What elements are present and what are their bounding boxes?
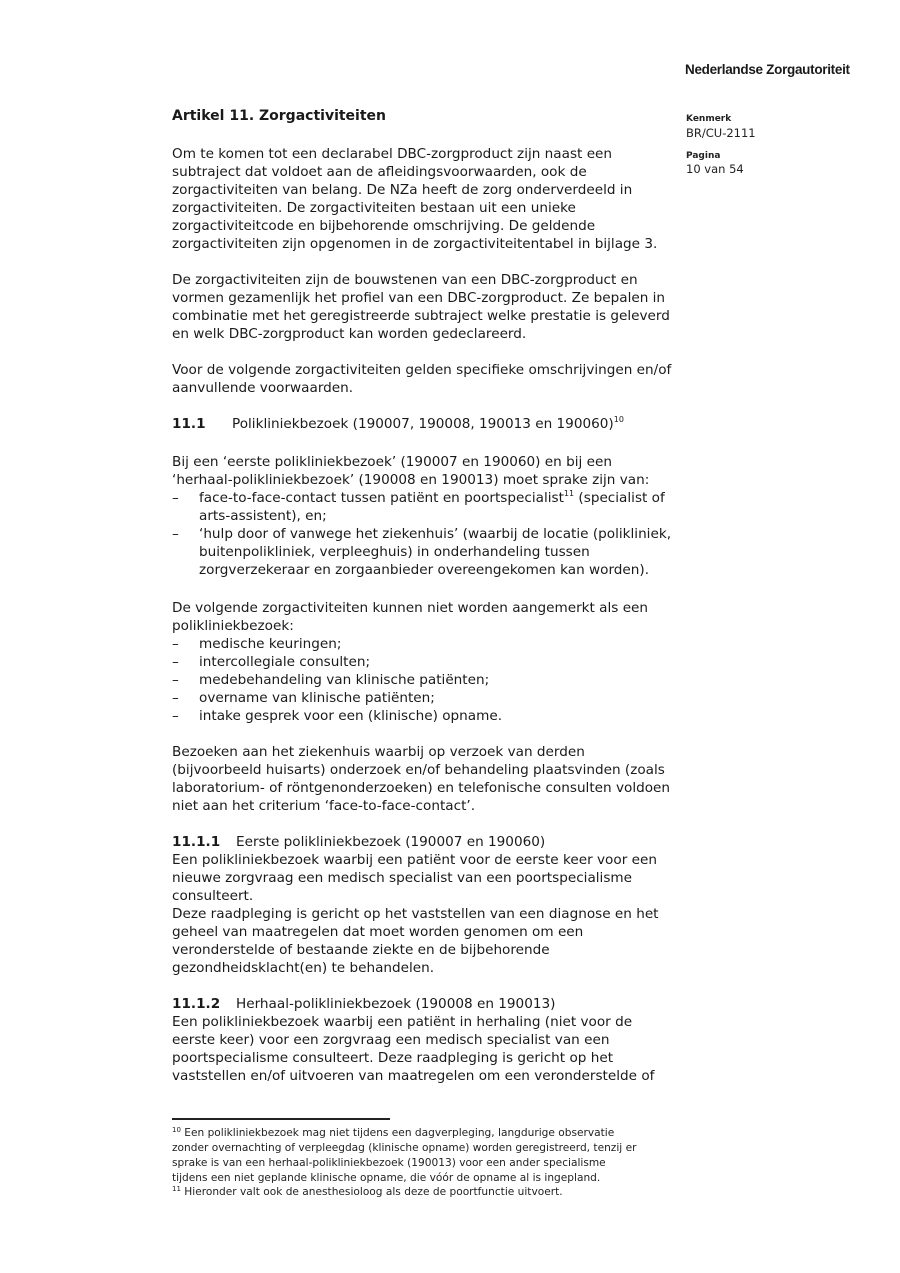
footnote-11 (172, 1186, 563, 1200)
section-heading-11-1-2 (172, 995, 555, 1013)
text-line: Een polikliniekbezoek waarbij een patiënt voor de eerste keer voor een (172, 852, 657, 868)
text-line: poortspecialisme consulteert. Deze raadpleging is gericht op het (172, 1050, 614, 1066)
list-item-text: face-to-face-contact tussen patiënt en poortspecialist (199, 490, 564, 506)
section-number: 11.1.1 (172, 834, 221, 850)
footnote-text: zonder overnachting of verpleegdag (klinische opname) worden geregistreerd, tenzij er (172, 1142, 637, 1154)
text-line: zorgactiviteiten zijn opgenomen in de zorgactiviteitentabel in bijlage 3. (172, 236, 658, 252)
text-line: en welk DBC-zorgproduct kan worden gedeclareerd. (172, 326, 527, 342)
list-item-text: arts-assistent), en; (199, 508, 327, 524)
text-line: polikliniekbezoek: (172, 618, 294, 634)
text-line: aanvullende voorwaarden. (172, 380, 354, 396)
text-line: vaststellen en/of uitvoeren van maatregelen om een veronderstelde of (172, 1068, 655, 1084)
text-line: vormen gezamenlijk het profiel van een DBC-zorgproduct. Ze bepalen in (172, 290, 666, 306)
section-number: 11.1.2 (172, 996, 221, 1012)
text-line: combinatie met het geregistreerde subtraject welke prestatie is geleverd (172, 308, 670, 324)
organization-name: Nederlandse Zorgautoriteit (685, 62, 850, 77)
footnote-number: 10 (172, 1126, 181, 1134)
bullet-dash: – (172, 526, 179, 542)
bullet-dash: – (172, 490, 179, 506)
kenmerk-label: Kenmerk (686, 114, 732, 124)
footnote-number: 11 (172, 1185, 181, 1193)
text-line: De zorgactiviteiten zijn de bouwstenen van een DBC-zorgproduct en (172, 272, 638, 288)
bullet-dash: – (172, 690, 179, 706)
list-item-text: (specialist of (574, 490, 665, 506)
bullet-dash: – (172, 654, 179, 670)
footnote-ref[interactable]: 11 (563, 489, 575, 498)
pagina-value: 10 van 54 (686, 162, 744, 176)
text-line: nieuwe zorgvraag een medisch specialist van een poortspecialisme (172, 870, 633, 886)
footnote-ref[interactable]: 10 (613, 415, 624, 424)
list-item-text: intercollegiale consulten; (199, 654, 371, 670)
text-line: consulteert. (172, 888, 254, 904)
text-line: Bezoeken aan het ziekenhuis waarbij op verzoek van derden (172, 744, 585, 760)
text-line: Bij een ‘eerste polikliniekbezoek’ (190007 en 190060) en bij een (172, 454, 612, 470)
list-item-text: medebehandeling van klinische patiënten; (199, 672, 490, 688)
section-number: 11.1 (172, 416, 206, 432)
footnote-text: tijdens een niet geplande klinische opname, die vóór de opname al is ingepland. (172, 1172, 601, 1184)
section-title: Herhaal-polikliniekbezoek (190008 en 190013) (236, 996, 556, 1012)
footnote-10 (172, 1127, 614, 1141)
list-item-text: intake gesprek voor een (klinische) opname. (199, 708, 503, 724)
footnote-text: Een polikliniekbezoek mag niet tijdens een dagverpleging, langdurige observatie (180, 1127, 615, 1139)
text-line: eerste keer) voor een zorgvraag een medisch specialist van een (172, 1032, 610, 1048)
section-heading-11-1-1 (172, 833, 545, 851)
bullet-dash: – (172, 636, 179, 652)
text-line: Deze raadpleging is gericht op het vaststellen van een diagnose en het (172, 906, 659, 922)
pagina-label: Pagina (686, 151, 721, 161)
text-line: De volgende zorgactiviteiten kunnen niet worden aangemerkt als een (172, 600, 649, 616)
text-line: veronderstelde of bestaande ziekte en de bijbehorende (172, 942, 550, 958)
section-heading-11-1 (172, 415, 624, 433)
bullet-dash: – (172, 672, 179, 688)
text-line: ‘herhaal-polikliniekbezoek’ (190008 en 190013) moet sprake zijn van: (172, 472, 650, 488)
list-item-text: zorgverzekeraar en zorgaanbieder overeengekomen kan worden). (199, 562, 650, 578)
list-item-text: overname van klinische patiënten; (199, 690, 435, 706)
text-line: Een polikliniekbezoek waarbij een patiënt in herhaling (niet voor de (172, 1014, 633, 1030)
text-line: subtraject dat voldoet aan de afleidingsvoorwaarden, ook de (172, 164, 587, 180)
text-line: (bijvoorbeeld huisarts) onderzoek en/of behandeling plaatsvinden (zoals (172, 762, 665, 778)
text-line: zorgactiviteitcode en bijbehorende omschrijving. De geldende (172, 218, 596, 234)
list-item-text: ‘hulp door of vanwege het ziekenhuis’ (waarbij de locatie (polikliniek, (199, 526, 672, 542)
list-item-text: medische keuringen; (199, 636, 342, 652)
text-line: Voor de volgende zorgactiviteiten gelden specifieke omschrijvingen en/of (172, 362, 672, 378)
section-title: Eerste polikliniekbezoek (190007 en 190060) (236, 834, 546, 850)
footnote-separator (172, 1118, 390, 1120)
text-line: gezondheidsklacht(en) te behandelen. (172, 960, 435, 976)
footnote-text: sprake is van een herhaal-polikliniekbezoek (190013) voor een ander specialisme (172, 1157, 606, 1169)
text-line: niet aan het criterium ‘face-to-face-contact’. (172, 798, 476, 814)
text-line: Om te komen tot een declarabel DBC-zorgproduct zijn naast een (172, 146, 613, 162)
bullet-dash: – (172, 708, 179, 724)
kenmerk-value: BR/CU-2111 (686, 126, 756, 140)
article-title: Artikel 11. Zorgactiviteiten (172, 108, 387, 124)
section-title: Polikliniekbezoek (190007, 190008, 190013 en 190060) (232, 416, 614, 432)
list-item-text: buitenpolikliniek, verpleeghuis) in onderhandeling tussen (199, 544, 590, 560)
text-line: zorgactiviteiten van belang. De NZa heeft de zorg onderverdeeld in (172, 182, 633, 198)
text-line: geheel van maatregelen dat moet worden genomen om een (172, 924, 584, 940)
text-line: zorgactiviteiten. De zorgactiviteiten bestaan uit een unieke (172, 200, 576, 216)
footnote-text: Hieronder valt ook de anesthesioloog als deze de poortfunctie uitvoert. (180, 1186, 563, 1198)
text-line: laboratorium- of röntgenonderzoeken) en telefonische consulten voldoen (172, 780, 671, 796)
